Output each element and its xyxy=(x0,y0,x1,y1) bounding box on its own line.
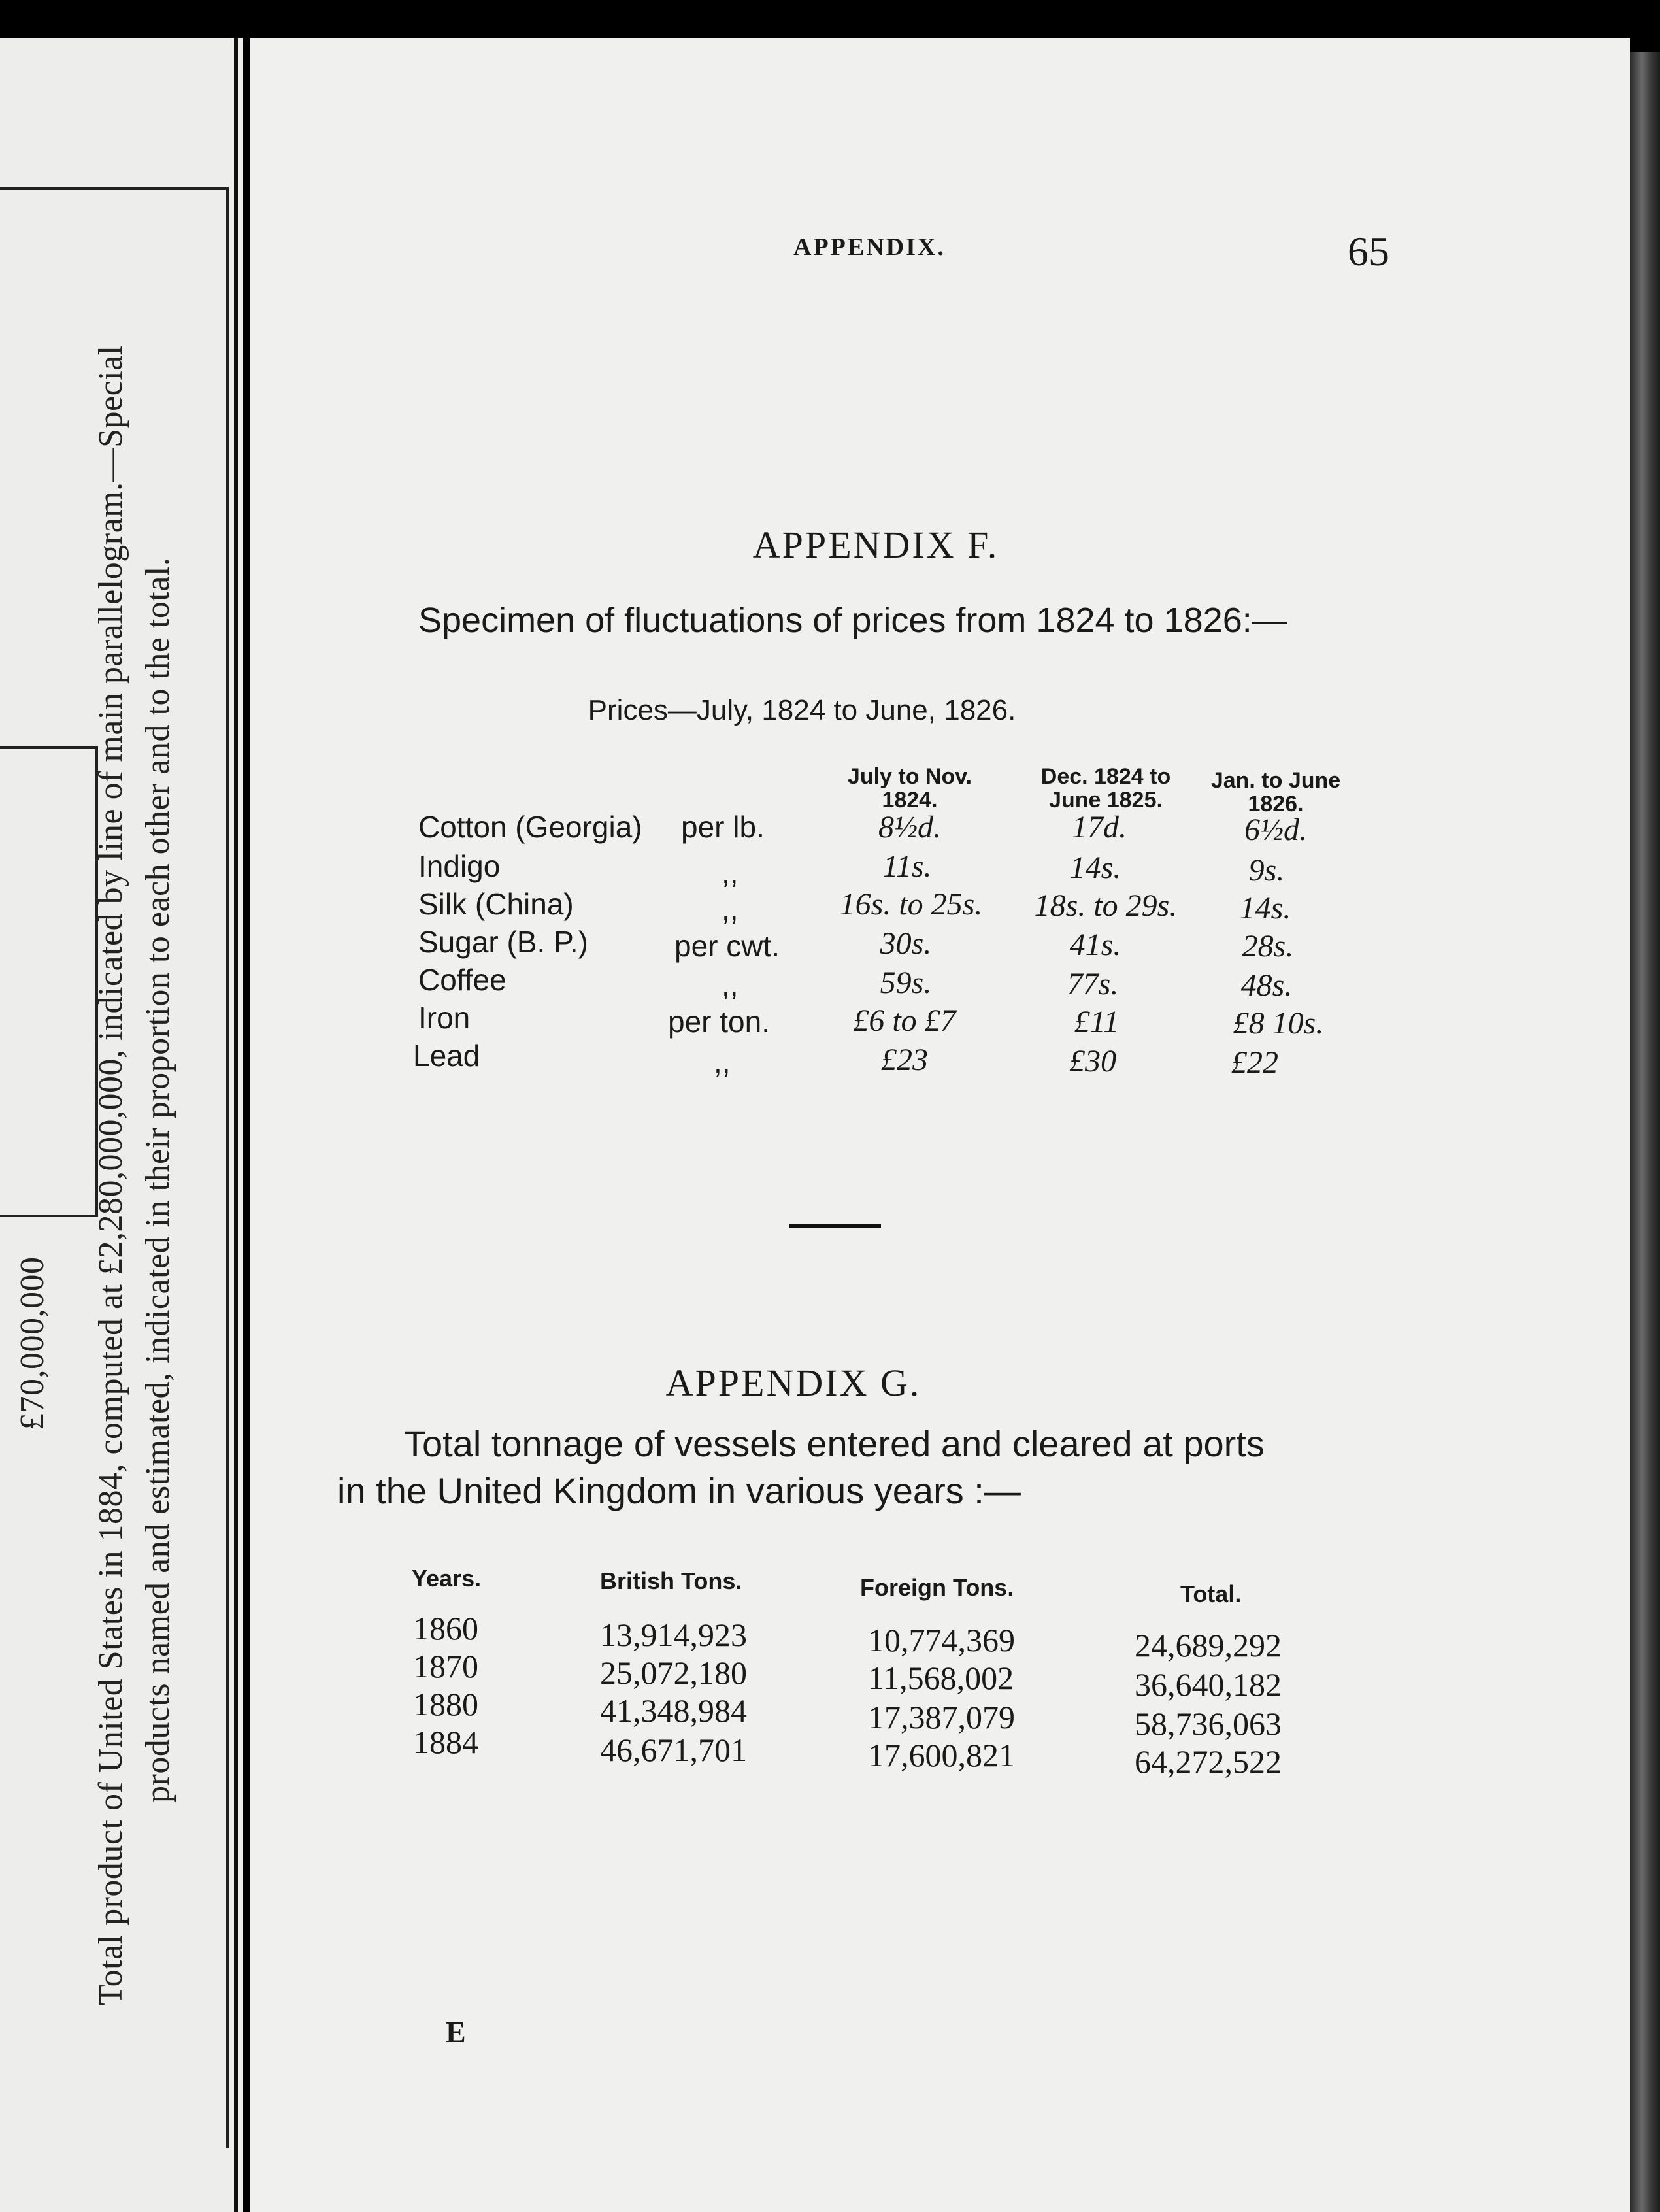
row-unit: per cwt. xyxy=(674,929,780,963)
row-british: 41,348,984 xyxy=(600,1692,747,1729)
row-total: 24,689,292 xyxy=(1135,1627,1282,1664)
row-price-2: 14s. xyxy=(1069,850,1121,885)
left-page-amount: £70,000,000 xyxy=(14,1256,51,1430)
col-header-1: July to Nov. 1824. xyxy=(847,764,972,813)
appendix-g-title: APPENDIX G. xyxy=(665,1362,921,1404)
row-price-1: 59s. xyxy=(880,965,932,1000)
left-page-frame-right xyxy=(226,187,229,2148)
row-price-3: 6½d. xyxy=(1244,813,1307,847)
row-year: 1860 xyxy=(413,1610,478,1647)
col-header-foreign: Foreign Tons. xyxy=(860,1574,1014,1601)
row-british: 13,914,923 xyxy=(600,1617,747,1653)
row-price-3: 28s. xyxy=(1242,929,1294,964)
running-head: APPENDIX. xyxy=(793,233,946,261)
row-price-1: 30s. xyxy=(880,926,932,961)
row-price-1: 16s. to 25s. xyxy=(839,887,983,922)
left-page-spine-rule xyxy=(234,38,238,2212)
row-price-3: 9s. xyxy=(1248,853,1285,888)
col-header-british: British Tons. xyxy=(600,1567,742,1594)
left-facing-page xyxy=(0,38,243,2212)
row-british: 25,072,180 xyxy=(600,1654,747,1691)
row-foreign: 11,568,002 xyxy=(868,1660,1014,1696)
col-header-years: Years. xyxy=(412,1565,482,1592)
row-item: Iron xyxy=(418,1001,471,1035)
signature-mark: E xyxy=(446,2015,466,2049)
row-price-2: 77s. xyxy=(1067,967,1119,1001)
row-foreign: 17,600,821 xyxy=(868,1737,1015,1773)
row-year: 1880 xyxy=(413,1686,478,1722)
row-price-2: 18s. to 29s. xyxy=(1034,888,1178,923)
row-unit: ,, xyxy=(714,1045,731,1079)
left-page-caption-line-1: Total product of United States in 1884, computed at £2,280,000,000, indicated by line of main parallelogram.—Special xyxy=(92,345,129,2005)
row-unit: ,, xyxy=(722,968,739,1002)
row-unit: per lb. xyxy=(681,810,765,844)
row-item: Lead xyxy=(413,1039,480,1073)
appendix-g-intro-line-2: in the United Kingdom in various years :— xyxy=(337,1470,1021,1511)
row-price-2: £11 xyxy=(1074,1005,1120,1039)
left-page-frame-top xyxy=(0,187,229,190)
row-price-3: 14s. xyxy=(1239,891,1291,926)
row-price-1: £6 to £7 xyxy=(853,1003,956,1038)
left-page-box-top xyxy=(0,746,98,749)
row-british: 46,671,701 xyxy=(600,1732,747,1768)
row-unit: ,, xyxy=(722,856,739,890)
row-total: 36,640,182 xyxy=(1135,1666,1282,1703)
row-price-3: 48s. xyxy=(1240,968,1293,1003)
row-item: Cotton (Georgia) xyxy=(418,810,642,844)
left-page-caption-line-2: products named and estimated, indicated in their proportion to each other and to the total. xyxy=(139,557,176,1803)
page-number: 65 xyxy=(1348,228,1389,275)
row-foreign: 10,774,369 xyxy=(868,1622,1015,1658)
row-unit: per ton. xyxy=(668,1005,770,1039)
left-page-box-bottom xyxy=(0,1215,98,1217)
col-header-3: Jan. to June 1826. xyxy=(1210,768,1341,816)
row-price-2: 41s. xyxy=(1069,928,1121,962)
row-item: Coffee xyxy=(418,963,506,997)
row-foreign: 17,387,079 xyxy=(868,1699,1015,1735)
book-page xyxy=(250,38,1630,2212)
col-header-2: Dec. 1824 to June 1825. xyxy=(1040,764,1171,813)
row-price-3: £22 xyxy=(1231,1045,1278,1080)
appendix-f-subtitle: Prices—July, 1824 to June, 1826. xyxy=(588,694,1016,726)
row-total: 64,272,522 xyxy=(1135,1743,1282,1780)
row-total: 58,736,063 xyxy=(1135,1705,1282,1742)
row-item: Indigo xyxy=(418,849,501,883)
col-header-total: Total. xyxy=(1180,1581,1242,1607)
appendix-f-title: APPENDIX F. xyxy=(752,524,999,566)
row-item: Silk (China) xyxy=(418,887,574,921)
row-price-3: £8 10s. xyxy=(1233,1006,1324,1041)
appendix-f-intro: Specimen of fluctuations of prices from 1824 to 1826:— xyxy=(418,601,1287,640)
row-price-2: 17d. xyxy=(1072,810,1127,845)
row-price-1: 8½d. xyxy=(878,810,941,845)
row-price-1: £23 xyxy=(881,1043,928,1077)
row-price-1: 11s. xyxy=(882,849,932,884)
row-unit: ,, xyxy=(722,892,739,926)
row-year: 1870 xyxy=(413,1648,478,1684)
row-price-2: £30 xyxy=(1069,1044,1116,1079)
book-edge xyxy=(1630,52,1660,2212)
row-year: 1884 xyxy=(413,1724,478,1760)
appendix-g-intro-line-1: Total tonnage of vessels entered and cleared at ports xyxy=(404,1423,1265,1464)
row-item: Sugar (B. P.) xyxy=(418,925,588,959)
section-divider xyxy=(789,1224,881,1228)
